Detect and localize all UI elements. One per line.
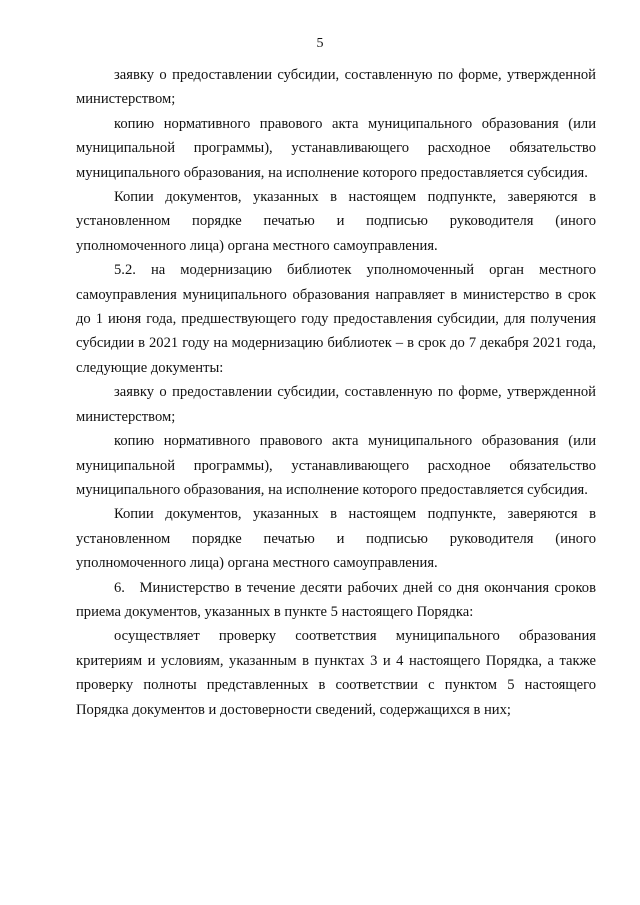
- paragraph: Копии документов, указанных в настоящем подпункте, заверяются в установленном порядке печатью и подписью руководителя (иного уполномоченного лица) органа местного самоуправления.: [76, 506, 596, 572]
- paragraph: заявку о предоставлении субсидии, составленную по форме, утвержденной министерством;: [76, 67, 596, 108]
- paragraph: заявку о предоставлении субсидии, составленную по форме, утвержденной министерством;: [76, 384, 596, 425]
- paragraph: Копии документов, указанных в настоящем подпункте, заверяются в установленном порядке печатью и подписью руководителя (иного уполномоченного лица) органа местного самоуправления.: [76, 189, 596, 254]
- paragraph: 6. Министерство в течение десяти рабочих дней со дня окончания сроков приема документов, указанных в пункте 5 настоящего Порядка:: [76, 579, 596, 620]
- paragraph: копию нормативного правового акта муниципального образования (или муниципальной программы), устанавливающего расходное обязательство муниципального образования, на исполнение которого предоставляется субсидия.: [76, 115, 596, 181]
- document-body: [76, 63, 596, 722]
- paragraph: осуществляет проверку соответствия муниципального образования критериям и условиям, указанным в пунктах 3 и 4 настоящего Порядка, а также проверку полноты представленных в соответствии с пунктом 5 настоящего Порядка документов и достоверности сведений, содержащихся в них;: [76, 628, 596, 718]
- page-number: 5: [316, 36, 324, 51]
- paragraph: 5.2. на модернизацию библиотек уполномоченный орган местного самоуправления муниципального образования направляет в министерство в срок до 1 июня года, предшествующего году предоставления субсидии, для получения субсидии в 2021 году на модернизацию библиотек – в срок до 7 декабря 2021 года, следующие документы:: [76, 262, 596, 376]
- paragraph: копию нормативного правового акта муниципального образования (или муниципальной программы), устанавливающего расходное обязательство муниципального образования, на исполнение которого предоставляется субсидия.: [76, 433, 596, 498]
